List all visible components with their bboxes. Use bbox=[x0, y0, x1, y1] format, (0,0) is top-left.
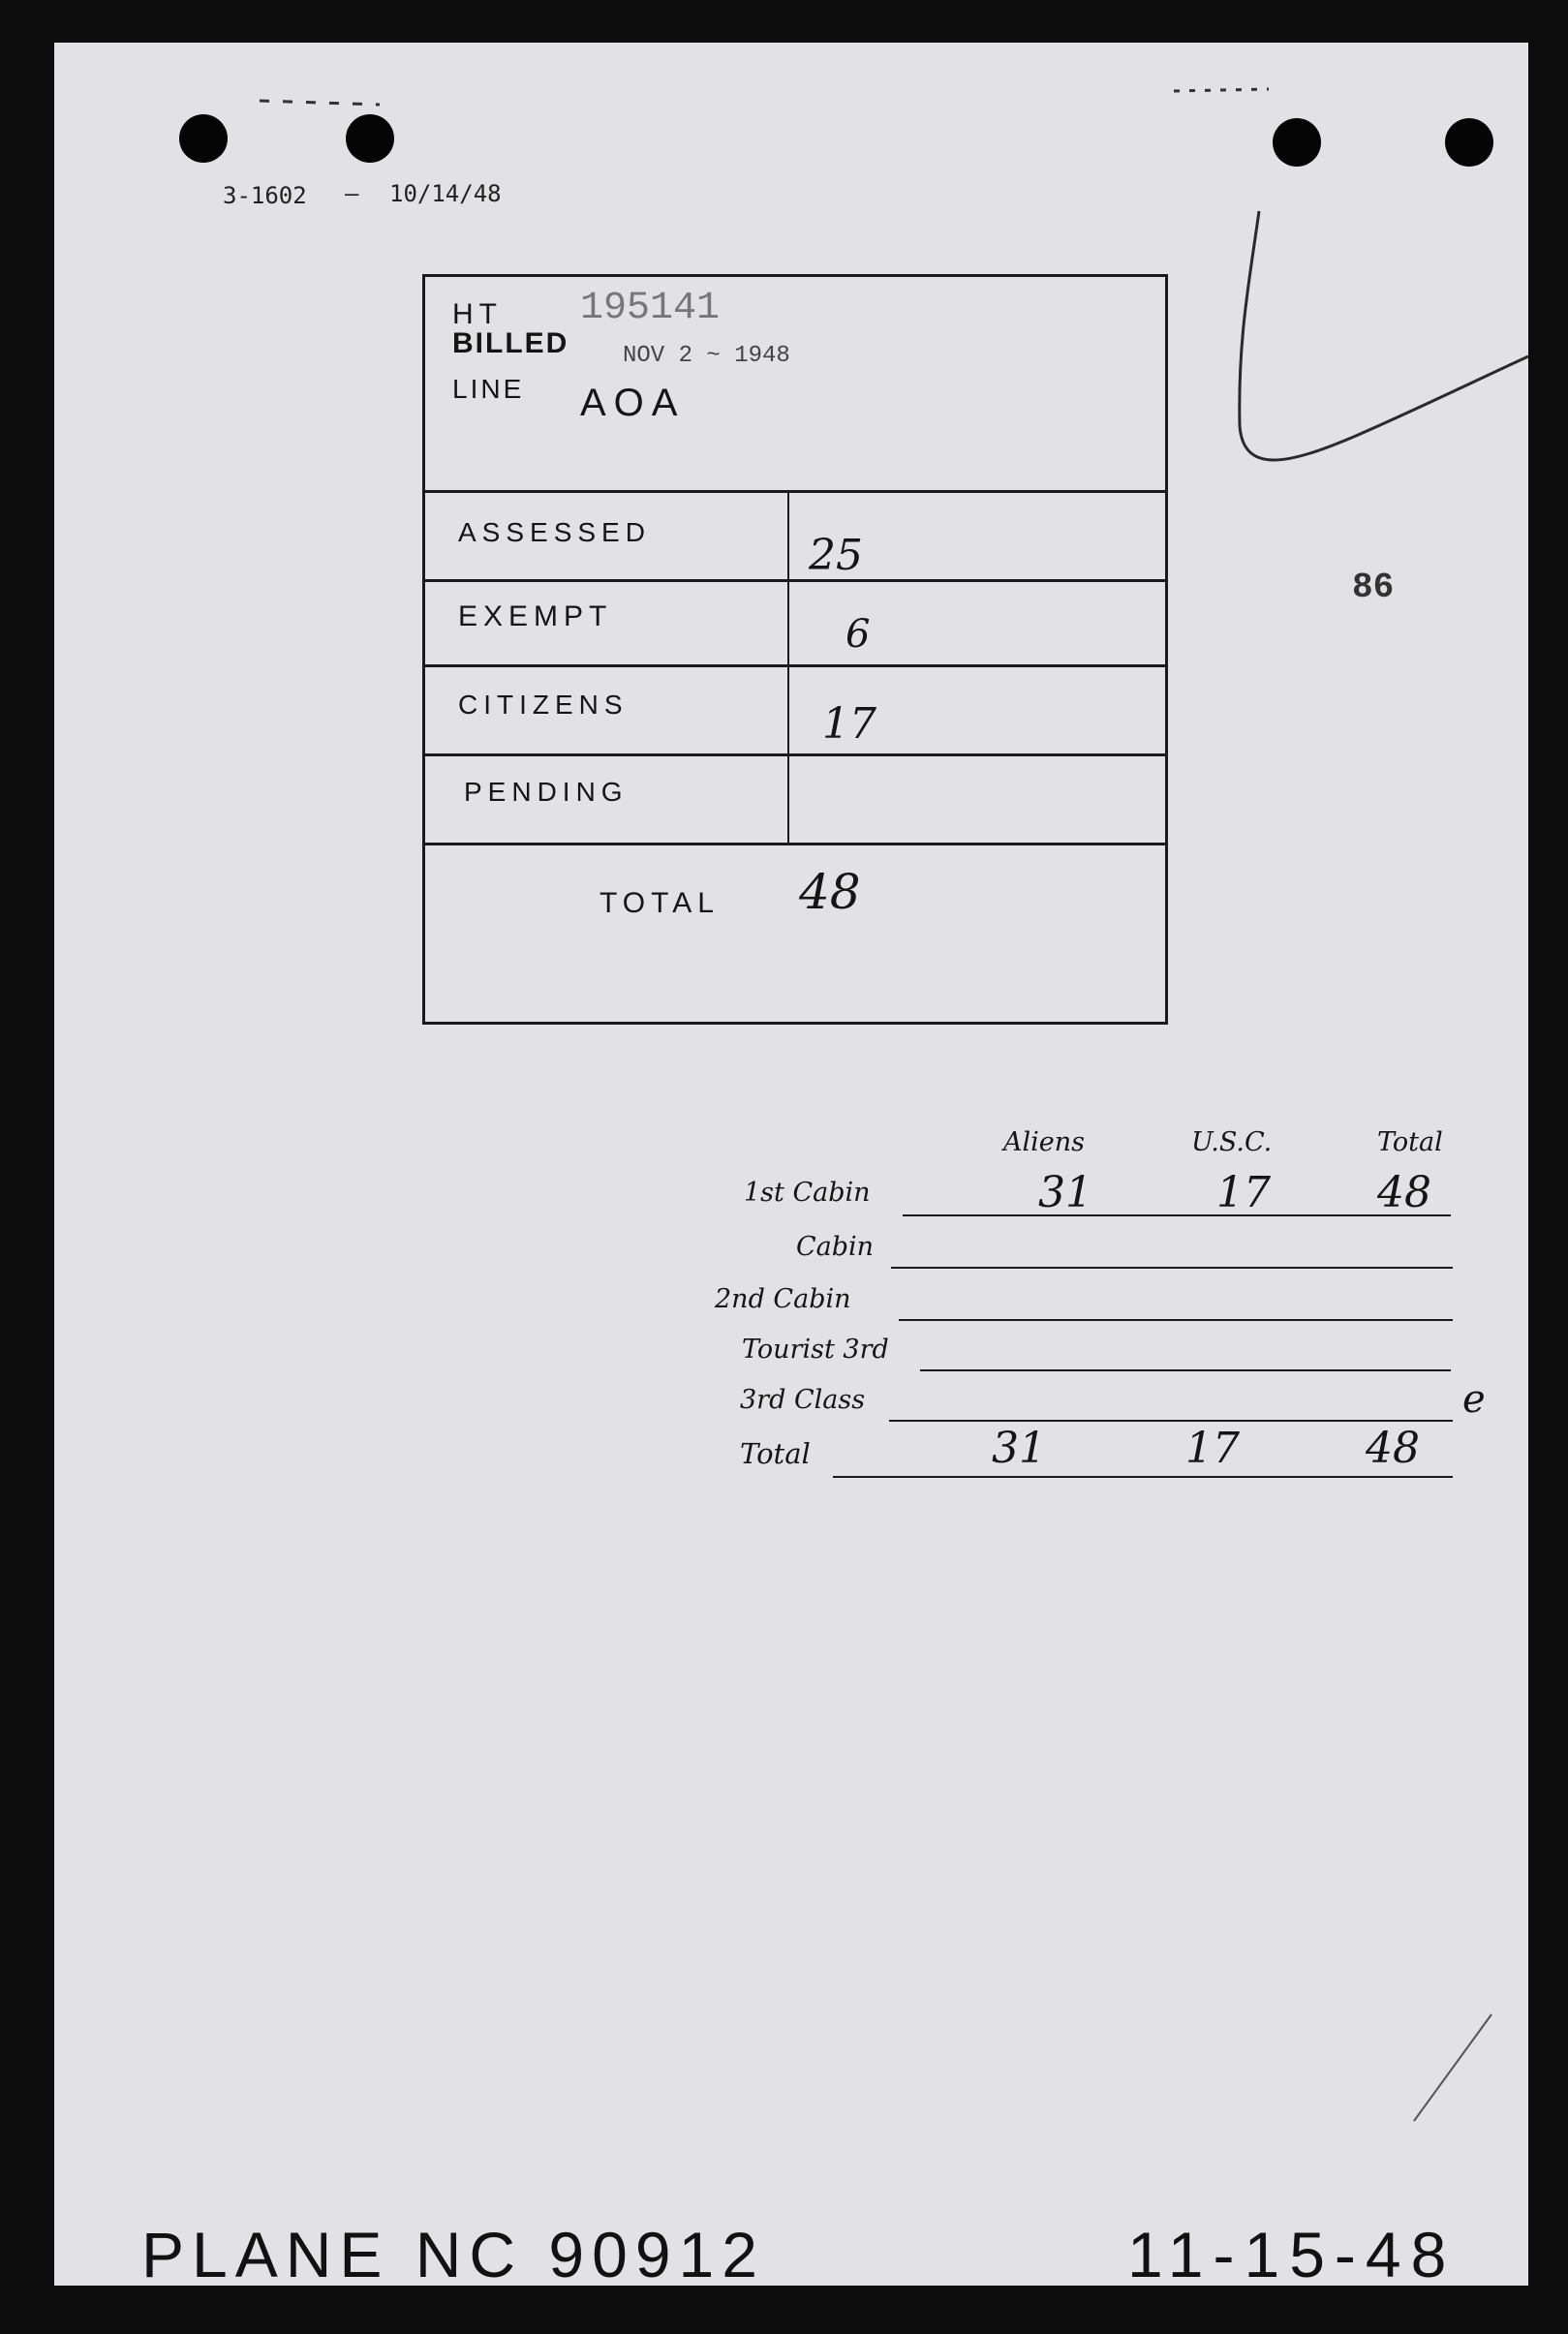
ht-number: 195141 bbox=[580, 287, 721, 330]
total-value: 48 bbox=[799, 864, 861, 920]
fill-line bbox=[920, 1369, 1451, 1371]
row-label-1st-cabin: 1st Cabin bbox=[744, 1178, 871, 1208]
billed-date: NOV 2 ~ 1948 bbox=[623, 343, 790, 369]
divider bbox=[425, 753, 1165, 756]
page-number: 86 bbox=[1352, 568, 1395, 607]
footer-date: 11-15-48 bbox=[1127, 2219, 1457, 2290]
billed-label: BILLED bbox=[452, 327, 569, 359]
divider bbox=[425, 579, 1165, 582]
total-1st-cabin: 48 bbox=[1377, 1168, 1431, 1217]
margin-mark: e bbox=[1462, 1377, 1486, 1422]
row-label-cabin: Cabin bbox=[796, 1232, 875, 1262]
divider bbox=[425, 490, 1165, 493]
header-usc: U.S.C. bbox=[1191, 1127, 1273, 1157]
ht-label: HT bbox=[452, 298, 503, 330]
citizens-value: 17 bbox=[822, 699, 876, 749]
billing-stamp-box bbox=[422, 274, 1168, 1025]
plane-registration: PLANE NC 90912 bbox=[141, 2219, 765, 2290]
row-label-total: Total bbox=[740, 1437, 811, 1470]
fill-line bbox=[891, 1267, 1453, 1269]
header-total: Total bbox=[1377, 1127, 1443, 1157]
fill-line bbox=[899, 1319, 1453, 1321]
fill-line bbox=[833, 1476, 1453, 1478]
assessed-label: ASSESSED bbox=[458, 517, 651, 547]
usc-total: 17 bbox=[1185, 1424, 1240, 1473]
fill-line bbox=[889, 1420, 1453, 1422]
usc-1st-cabin: 17 bbox=[1216, 1168, 1271, 1217]
row-label-tourist-3rd: Tourist 3rd bbox=[742, 1335, 889, 1365]
form-number: 3-1602 bbox=[223, 182, 307, 209]
header-aliens: Aliens bbox=[1003, 1127, 1085, 1157]
form-dash: — bbox=[345, 180, 359, 207]
column-divider bbox=[787, 490, 789, 844]
assessed-value: 25 bbox=[809, 531, 863, 580]
citizens-label: CITIZENS bbox=[458, 690, 629, 720]
divider bbox=[425, 843, 1165, 845]
row-label-2nd-cabin: 2nd Cabin bbox=[715, 1284, 851, 1314]
row-label-3rd-class: 3rd Class bbox=[740, 1385, 866, 1415]
line-label: LINE bbox=[452, 374, 525, 404]
total-total: 48 bbox=[1366, 1424, 1420, 1473]
exempt-value: 6 bbox=[845, 612, 871, 657]
aliens-1st-cabin: 31 bbox=[1038, 1168, 1092, 1217]
form-date: 10/14/48 bbox=[389, 180, 502, 207]
divider bbox=[425, 664, 1165, 667]
pending-label: PENDING bbox=[464, 777, 629, 807]
total-label: TOTAL bbox=[600, 887, 720, 919]
aliens-total: 31 bbox=[992, 1424, 1046, 1473]
exempt-label: EXEMPT bbox=[458, 600, 613, 632]
line-value: AOA bbox=[580, 382, 686, 424]
fill-line bbox=[903, 1214, 1451, 1216]
